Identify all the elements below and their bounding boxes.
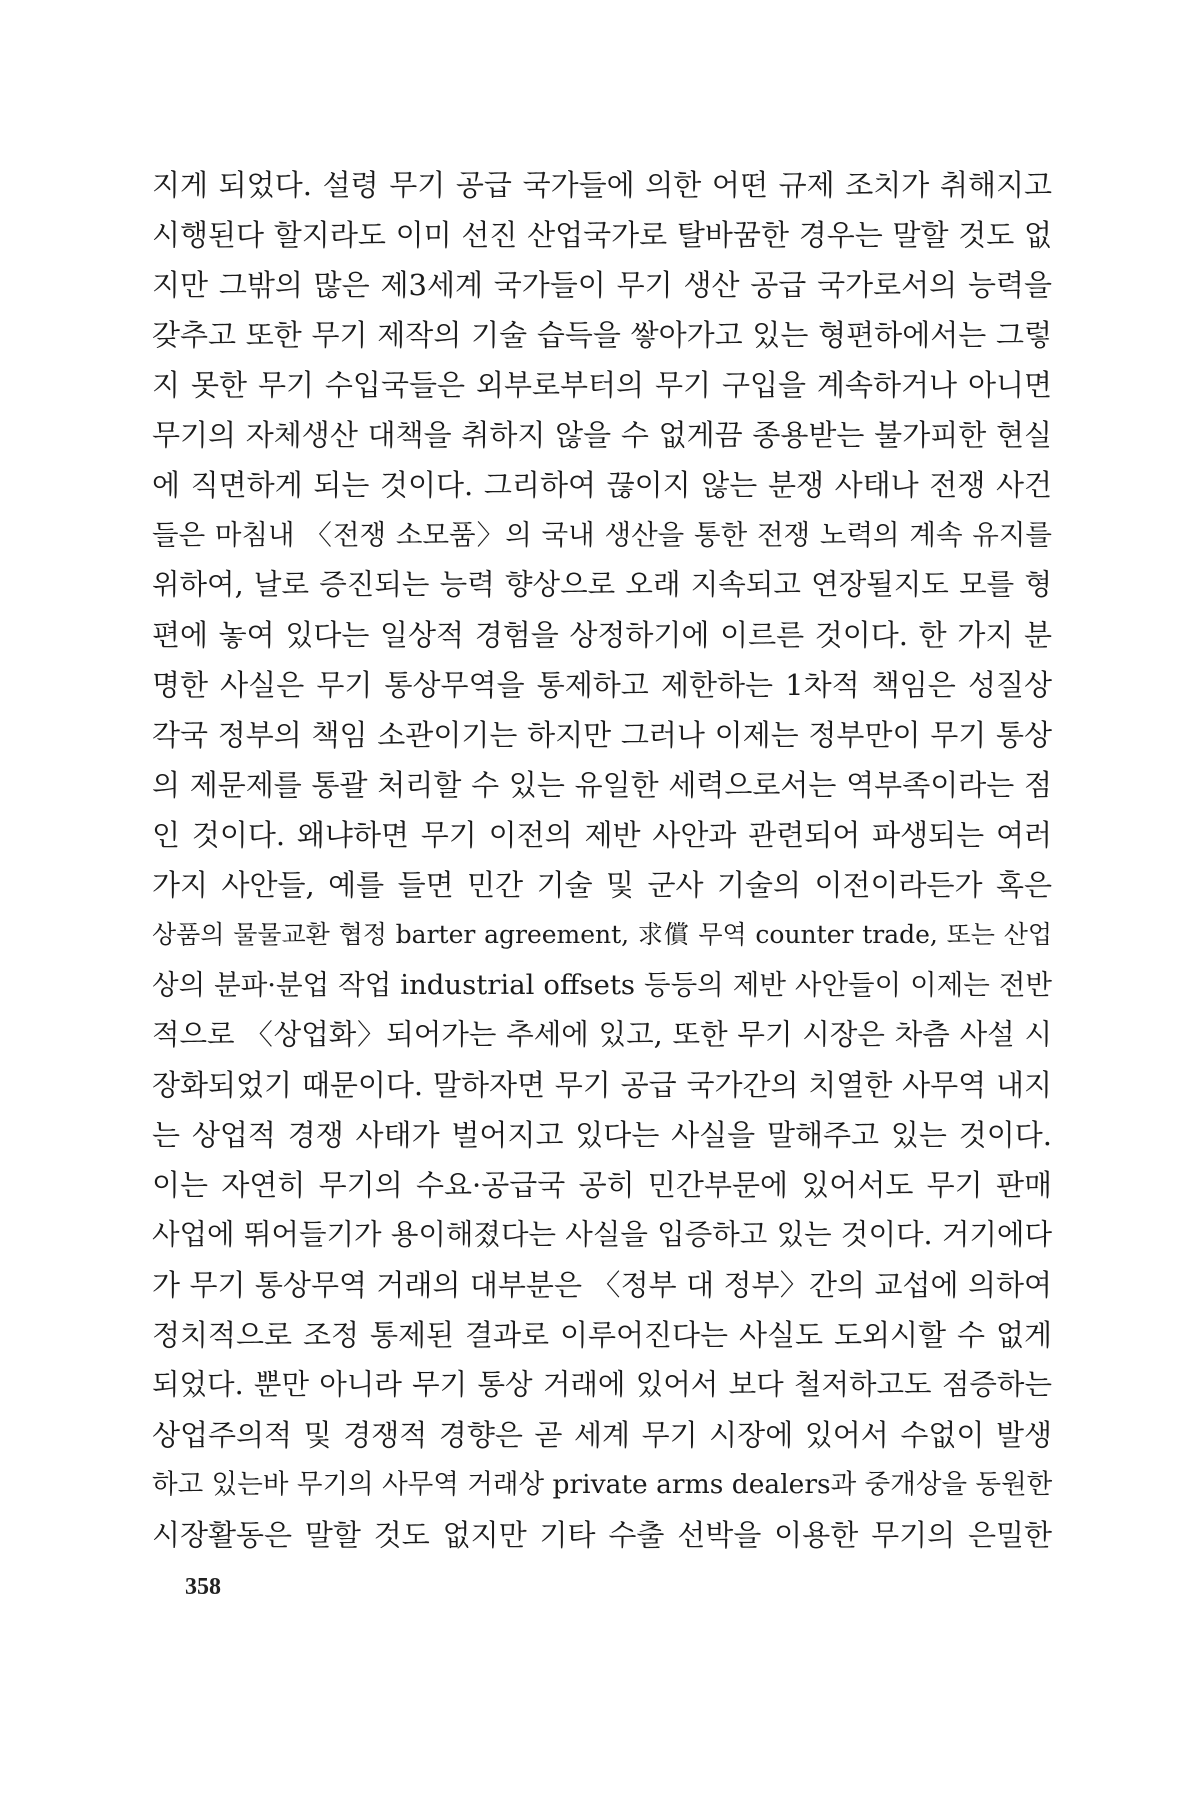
text-line: 적으로 〈상업화〉되어가는 추세에 있고, 또한 무기 시장은 차츰 사설 시 — [152, 1018, 1052, 1051]
text-line: 정치적으로 조정 통제된 결과로 이루어진다는 사실도 도외시할 수 없게 — [152, 1318, 1052, 1352]
text-line: 가지 사안들, 예를 들면 민간 기술 및 군사 기술의 이전이라든가 혹은 — [152, 868, 1052, 902]
text-line: 의 제문제를 통괄 처리할 수 있는 유일한 세력으로서는 역부족이라는 점 — [152, 768, 1052, 802]
text-line: 이는 자연히 무기의 수요·공급국 공히 민간부문에 있어서도 무기 판매 — [152, 1168, 1052, 1202]
text-line: 가 무기 통상무역 거래의 대부분은 〈정부 대 정부〉간의 교섭에 의하여 — [152, 1268, 1052, 1302]
text-line: 위하여, 날로 증진되는 능력 향상으로 오래 지속되고 연장될지도 모를 형 — [152, 568, 1052, 601]
body-text — [152, 160, 1052, 1560]
page-number: 358 — [185, 1574, 221, 1600]
text-line: 갖추고 또한 무기 제작의 기술 습득을 쌓아가고 있는 형편하에서는 그렇 — [152, 318, 1052, 352]
text-line: 하고 있는바 무기의 사무역 거래상 private arms dealers과 중개상을 동원한 — [152, 1469, 1053, 1500]
text-line: 인 것이다. 왜냐하면 무기 이전의 제반 사안과 관련되어 파생되는 여러 — [152, 818, 1052, 852]
text-line: 지 못한 무기 수입국들은 외부로부터의 무기 구입을 계속하거나 아니면 — [152, 368, 1052, 402]
text-line: 되었다. 뿐만 아니라 무기 통상 거래에 있어서 보다 철저하고도 점증하는 — [152, 1368, 1052, 1401]
text-line: 지만 그밖의 많은 제3세계 국가들이 무기 생산 공급 국가로서의 능력을 — [152, 268, 1052, 302]
text-line: 상품의 물물교환 협정 barter agreement, 求償 무역 counter trade, 또는 산업 — [152, 920, 1052, 949]
text-line: 무기의 자체생산 대책을 취하지 않을 수 없게끔 종용받는 불가피한 현실 — [152, 418, 1052, 452]
text-line: 들은 마침내 〈전쟁 소모품〉의 국내 생산을 통한 전쟁 노력의 계속 유지를 — [152, 519, 1052, 551]
text-line: 각국 정부의 책임 소관이기는 하지만 그러나 이제는 정부만이 무기 통상 — [152, 718, 1052, 752]
text-line: 상의 분파·분업 작업 industrial offsets 등등의 제반 사안들이 이제는 전반 — [152, 969, 1052, 1001]
text-line: 상업주의적 및 경쟁적 경향은 곧 세계 무기 시장에 있어서 수없이 발생 — [152, 1418, 1052, 1452]
text-line: 시행된다 할지라도 이미 선진 산업국가로 탈바꿈한 경우는 말할 것도 없 — [152, 218, 1052, 252]
text-line: 사업에 뛰어들기가 용이해졌다는 사실을 입증하고 있는 것이다. 거기에다 — [152, 1218, 1052, 1251]
text-line: 편에 놓여 있다는 일상적 경험을 상정하기에 이르른 것이다. 한 가지 분 — [152, 618, 1052, 652]
text-line: 지게 되었다. 설령 무기 공급 국가들에 의한 어떤 규제 조치가 취해지고 — [152, 168, 1052, 202]
text-line: 명한 사실은 무기 통상무역을 통제하고 제한하는 1차적 책임은 성질상 — [152, 668, 1052, 702]
text-line: 시장활동은 말할 것도 없지만 기타 수출 선박을 이용한 무기의 은밀한 — [152, 1518, 1052, 1552]
text-line: 는 상업적 경쟁 사태가 벌어지고 있다는 사실을 말해주고 있는 것이다. — [152, 1118, 1052, 1152]
text-line: 장화되었기 때문이다. 말하자면 무기 공급 국가간의 치열한 사무역 내지 — [152, 1068, 1052, 1102]
text-line: 에 직면하게 되는 것이다. 그리하여 끊이지 않는 분쟁 사태나 전쟁 사건 — [152, 468, 1052, 502]
